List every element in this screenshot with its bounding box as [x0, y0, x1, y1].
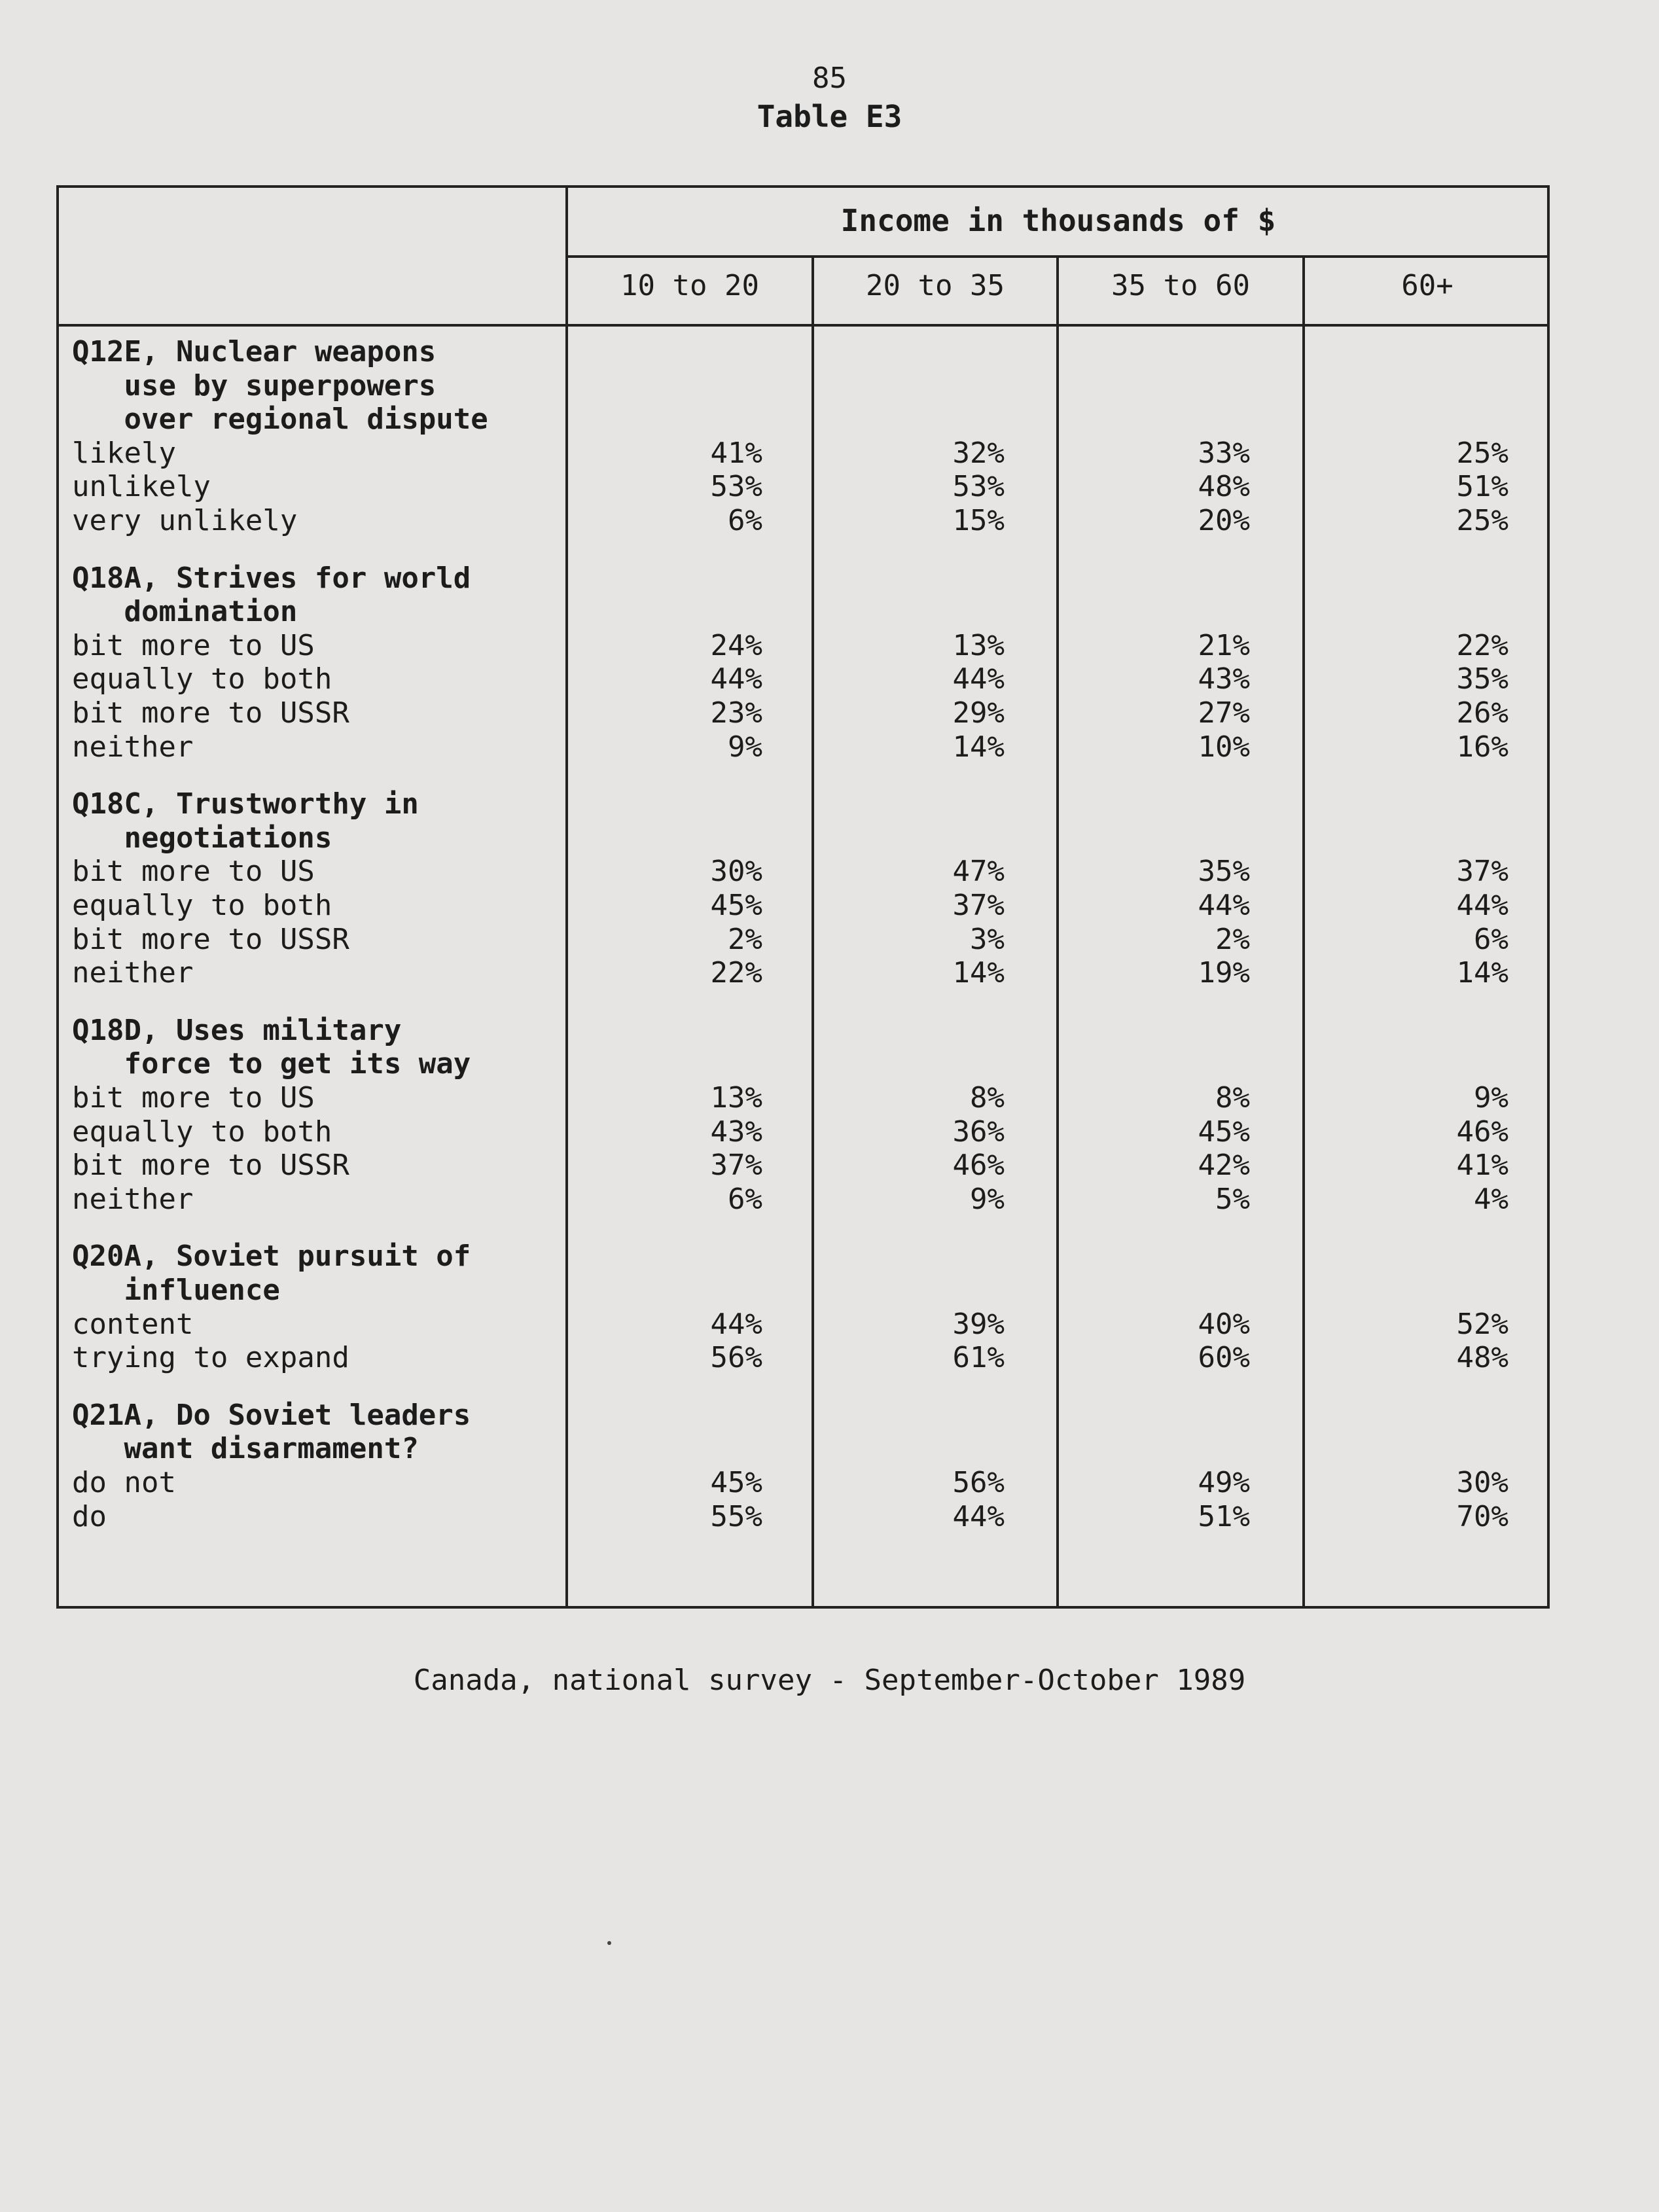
question-label: Q21A, Do Soviet leaders [72, 1398, 471, 1432]
income-group-header: Income in thousands of $ [840, 203, 1276, 238]
table-cell: 24% [710, 628, 762, 662]
row-label: bit more to USSR [72, 696, 349, 730]
row-label: equally to both [72, 662, 332, 696]
table-cell: 41% [1456, 1149, 1508, 1183]
table-cell: 51% [1456, 470, 1508, 504]
question-label: Q20A, Soviet pursuit of [72, 1240, 471, 1274]
table-cell: 46% [952, 1149, 1005, 1183]
row-label: neither [72, 1182, 194, 1216]
question-label: force to get its way [72, 1047, 471, 1081]
table-cell: 70% [1456, 1499, 1508, 1533]
table-cell: 45% [710, 889, 762, 922]
question-label: domination [72, 595, 298, 629]
table-cell: 14% [1456, 956, 1508, 990]
table-cell: 40% [1198, 1307, 1250, 1341]
table-cell: 41% [710, 436, 762, 470]
question-label: over regional dispute [72, 402, 488, 437]
table-cell: 32% [952, 436, 1005, 470]
table-cell: 2% [1215, 922, 1250, 956]
row-label: neither [72, 730, 194, 764]
table-cell: 44% [952, 1499, 1005, 1533]
table-cell: 60% [1198, 1341, 1250, 1375]
table-cell: 37% [952, 889, 1005, 922]
row-label: neither [72, 956, 194, 990]
table-cell: 14% [952, 956, 1005, 990]
column-divider [1302, 255, 1305, 1606]
table-cell: 9% [728, 730, 762, 764]
table-cell: 20% [1198, 504, 1250, 537]
header-divider [565, 255, 1547, 258]
table-cell: 51% [1198, 1499, 1250, 1533]
table-cell: 33% [1198, 436, 1250, 470]
table-cell: 9% [970, 1182, 1005, 1216]
table-cell: 45% [710, 1466, 762, 1499]
table-cell: 44% [710, 1307, 762, 1341]
table-cell: 45% [1198, 1115, 1250, 1149]
question-label: Q18A, Strives for world [72, 561, 471, 595]
table-cell: 30% [1456, 1466, 1508, 1499]
table-cell: 4% [1474, 1182, 1508, 1216]
table-caption: Canada, national survey - September-October 1989 [413, 1664, 1246, 1697]
table-cell: 44% [710, 662, 762, 696]
table-cell: 5% [1215, 1182, 1250, 1216]
row-label: bit more to US [72, 855, 315, 889]
table-cell: 13% [710, 1081, 762, 1115]
table-cell: 36% [952, 1115, 1005, 1149]
table-cell: 15% [952, 504, 1005, 537]
table-cell: 37% [1456, 855, 1508, 889]
table-cell: 3% [970, 922, 1005, 956]
table-cell: 47% [952, 855, 1005, 889]
page-number: 85 [812, 62, 847, 95]
question-label: Q18D, Uses military [72, 1013, 402, 1047]
table-cell: 55% [710, 1499, 762, 1533]
table-cell: 22% [1456, 628, 1508, 662]
table-cell: 43% [710, 1115, 762, 1149]
table-cell: 56% [952, 1466, 1005, 1499]
table-cell: 8% [970, 1081, 1005, 1115]
question-label: use by superpowers [72, 368, 437, 402]
question-label: Q12E, Nuclear weapons [72, 335, 437, 368]
column-header-20-35: 20 to 35 [866, 269, 1005, 302]
row-label: equally to both [72, 889, 332, 922]
table-cell: 53% [952, 470, 1005, 504]
table-cell: 9% [1474, 1081, 1508, 1115]
table-cell: 21% [1198, 628, 1250, 662]
row-label: bit more to USSR [72, 922, 349, 956]
row-label: bit more to USSR [72, 1149, 349, 1183]
table-cell: 44% [1198, 889, 1250, 922]
row-label: content [72, 1307, 194, 1341]
table-cell: 46% [1456, 1115, 1508, 1149]
table-cell: 56% [710, 1341, 762, 1375]
header-divider [59, 324, 1547, 327]
row-label: do [72, 1499, 107, 1533]
speck [607, 1941, 611, 1945]
table-cell: 14% [952, 730, 1005, 764]
row-label: very unlikely [72, 504, 298, 537]
question-label: want disarmament? [72, 1432, 419, 1466]
question-label: influence [72, 1274, 280, 1307]
table-cell: 61% [952, 1341, 1005, 1375]
table-cell: 19% [1198, 956, 1250, 990]
table-cell: 23% [710, 696, 762, 730]
table-title: Table E3 [757, 99, 902, 134]
table-cell: 53% [710, 470, 762, 504]
question-label: negotiations [72, 821, 332, 855]
table-cell: 8% [1215, 1081, 1250, 1115]
table-cell: 48% [1198, 470, 1250, 504]
row-label: do not [72, 1466, 176, 1499]
table-cell: 6% [1474, 922, 1508, 956]
row-label: likely [72, 436, 176, 470]
table-cell: 37% [710, 1149, 762, 1183]
column-header-60-plus: 60+ [1401, 269, 1454, 302]
table-cell: 35% [1456, 662, 1508, 696]
row-label: bit more to US [72, 628, 315, 662]
question-label: Q18C, Trustworthy in [72, 787, 419, 821]
table-cell: 10% [1198, 730, 1250, 764]
table-cell: 30% [710, 855, 762, 889]
row-label: equally to both [72, 1115, 332, 1149]
table-cell: 2% [728, 922, 762, 956]
data-table [56, 185, 1550, 1609]
column-header-10-20: 10 to 20 [620, 269, 759, 302]
table-cell: 26% [1456, 696, 1508, 730]
table-cell: 27% [1198, 696, 1250, 730]
table-cell: 42% [1198, 1149, 1250, 1183]
table-cell: 43% [1198, 662, 1250, 696]
table-cell: 25% [1456, 436, 1508, 470]
row-label: bit more to US [72, 1081, 315, 1115]
table-cell: 22% [710, 956, 762, 990]
table-cell: 44% [952, 662, 1005, 696]
table-cell: 44% [1456, 889, 1508, 922]
table-cell: 6% [728, 504, 762, 537]
table-cell: 39% [952, 1307, 1005, 1341]
table-cell: 35% [1198, 855, 1250, 889]
table-cell: 49% [1198, 1466, 1250, 1499]
table-cell: 29% [952, 696, 1005, 730]
row-label: trying to expand [72, 1341, 349, 1375]
table-cell: 6% [728, 1182, 762, 1216]
column-header-35-60: 35 to 60 [1111, 269, 1250, 302]
table-cell: 52% [1456, 1307, 1508, 1341]
table-cell: 13% [952, 628, 1005, 662]
table-cell: 16% [1456, 730, 1508, 764]
table-cell: 48% [1456, 1341, 1508, 1375]
table-cell: 25% [1456, 504, 1508, 537]
row-label: unlikely [72, 470, 211, 504]
